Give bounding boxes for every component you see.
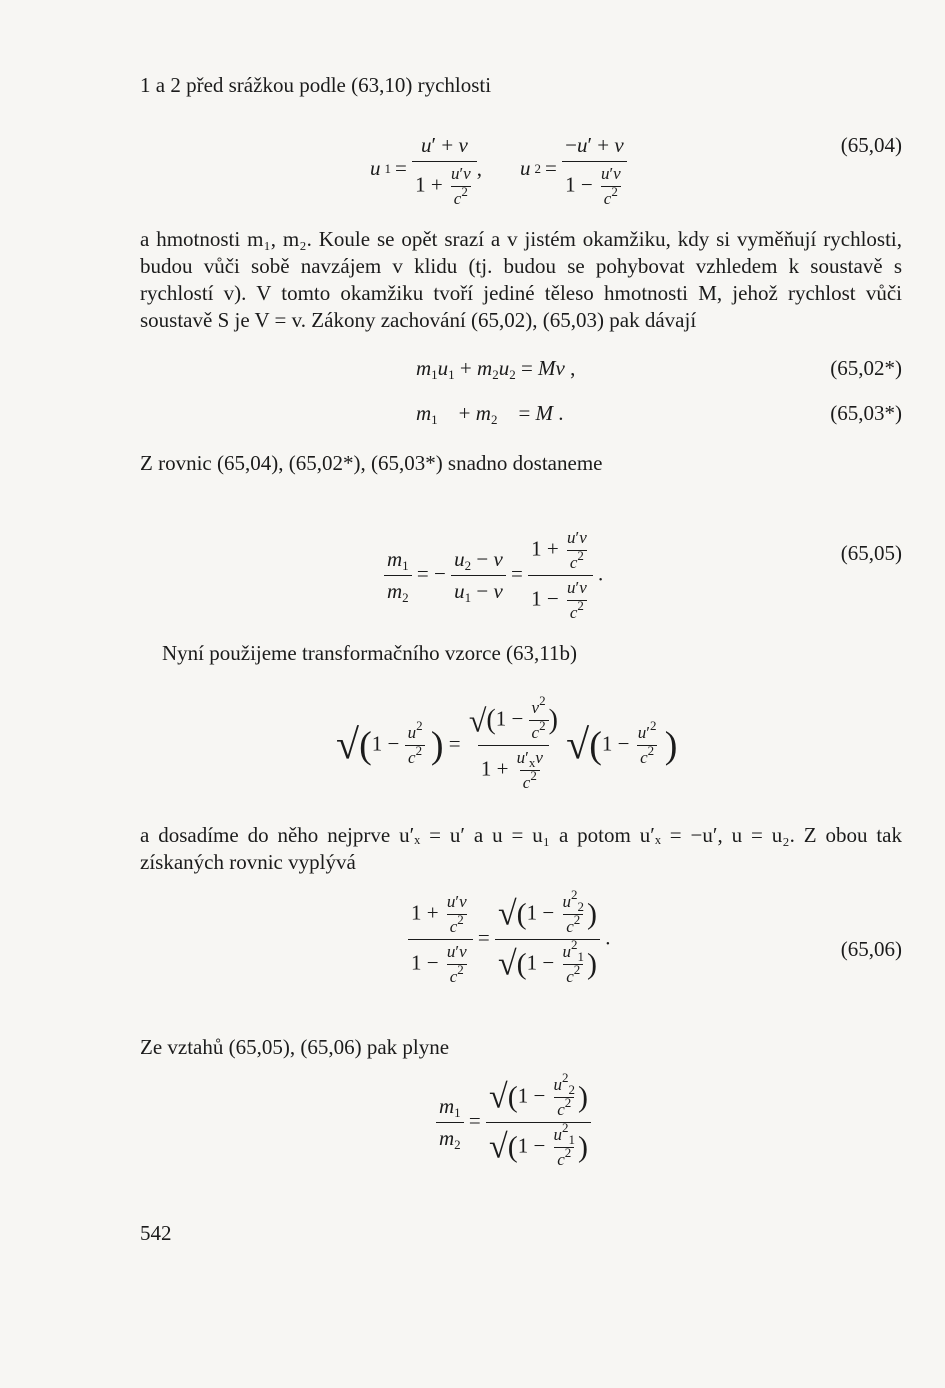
equation-number: (65,06) bbox=[840, 937, 902, 961]
equation-number: (65,04) bbox=[840, 133, 902, 157]
equation-number: (65,03*) bbox=[830, 401, 902, 425]
paragraph-2: a hmotnosti m₁, m₂. Koule se opět srazí a v jistém okamžiku, kdy si vyměňují rychlosti, budou vůči sobě navzájem v klidu (tj. budou se pohybovat vzhledem k soustavě s rychlostí v). V tomto okamžiku tvoří jediné těleso hmotnosti M, jehož rychlost vůči soustavě S je V = v. Zákony zachování (65,02), (65,03) pak dávají bbox=[140, 227, 902, 332]
equation-65-04: u 1 = u′ + v 1 + $\frac{u'v}{c^2}$ , u 2 = −u′ + v 1 − $\frac{u'v}{c^2}$ (65,04) bbox=[370, 133, 902, 208]
equation-65-06: 1 + $\frac{u'v}{c^2}$ 1 − $\frac{u'v}{c^2}$ = √(1 − $\frac{u^2_2}{c^2}$ ) √(1 − $\frac{u^2_1}{c^2}$ ) . (65,06) bbox=[140, 884, 902, 1014]
equation-65-02-star: $m_1u_1 + m_2u_2 = Mv$ , (65,02*) bbox=[416, 356, 902, 382]
paragraph-4: Nyní použijeme transformačního vzorce (63,11b) bbox=[162, 641, 577, 665]
equation-number: (65,05) bbox=[840, 541, 902, 565]
equation-65-03-star: $m_1$ + $m_2$ = M . (65,03*) bbox=[416, 401, 902, 427]
equation-number: (65,02*) bbox=[830, 356, 902, 380]
paragraph-5: a dosadíme do něho nejprve u′ₓ = u′ a u = u₁ a potom u′ₓ = −u′, u = u₂. Z obou tak získaných rovnic vyplývá bbox=[140, 823, 902, 874]
paragraph-6: Ze vztahů (65,05), (65,06) pak plyne bbox=[140, 1035, 450, 1059]
page-number: 542 bbox=[140, 1221, 172, 1245]
paragraph-3: Z rovnic (65,04), (65,02*), (65,03*) snadno dostaneme bbox=[140, 451, 603, 475]
equation-65-05: $\frac{m_1}{m_2}$ = − $\frac{u_2 - v}{u_1 - v}$ = 1 + $\frac{u'v}{c^2}$ 1 − $\frac{u'v}{c^2}$ . (65,05) bbox=[140, 500, 902, 618]
equation-final: $\frac{m_1}{m_2}$ = √(1 − $\frac{u^2_2}{c^2}$ ) √(1 − $\frac{u^2_1}{c^2}$ ) bbox=[140, 1075, 902, 1205]
equation-63-11b: √(1 − $\frac{u^2}{c^2}$ ) = √(1 − $\frac{v^2}{c^2}$ ) 1 + $\frac{u'_xv}{c^2}$ √(1 − $\frac{u'^2}{c^2}$ ) bbox=[336, 693, 678, 792]
paragraph-1: 1 a 2 před srážkou podle (63,10) rychlosti bbox=[140, 73, 492, 97]
